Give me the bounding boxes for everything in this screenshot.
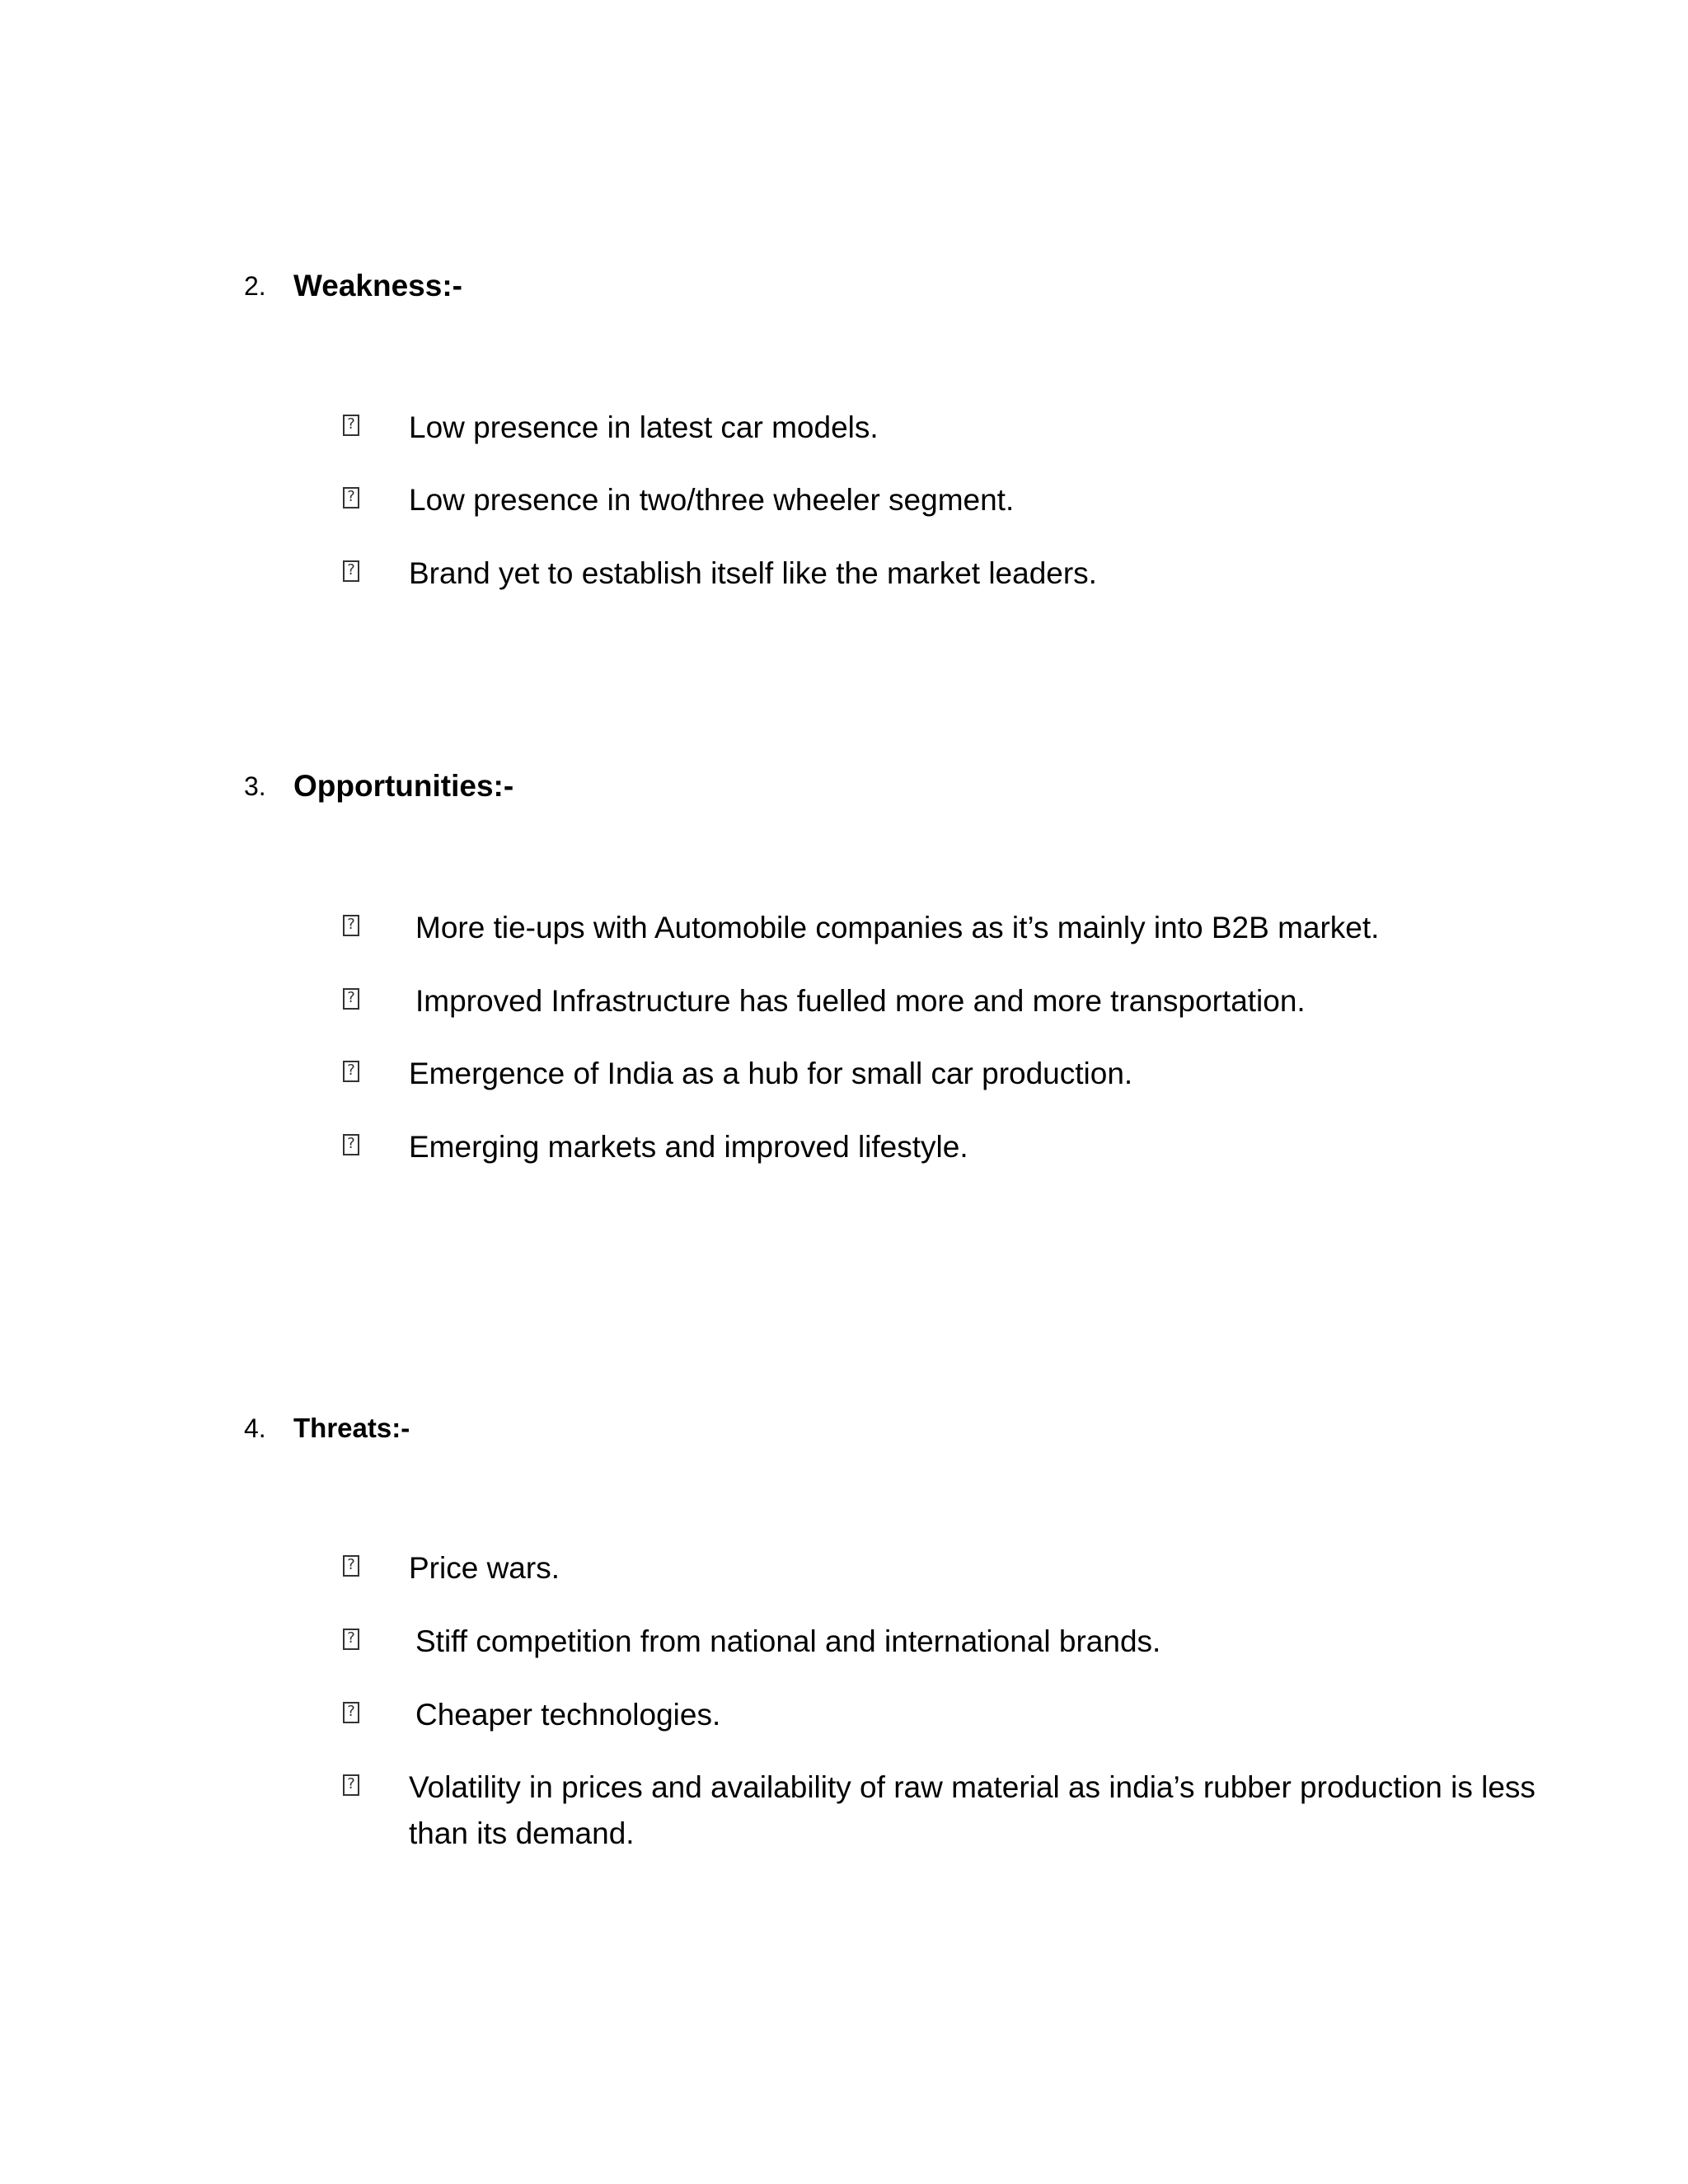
list-item-text: Price wars. bbox=[409, 1551, 560, 1585]
list-item bbox=[343, 477, 1546, 523]
bullet-icon bbox=[343, 1061, 359, 1082]
bullet-icon bbox=[343, 988, 359, 1010]
list-item-text: Emergence of India as a hub for small car production. bbox=[409, 1057, 1133, 1090]
list-item bbox=[343, 905, 1546, 951]
list-item-text: Improved Infrastructure has fuelled more and more transportation. bbox=[415, 984, 1306, 1018]
list-item-text: Low presence in two/three wheeler segment. bbox=[409, 483, 1015, 517]
list-item bbox=[343, 1545, 1546, 1591]
list-item bbox=[343, 1692, 1546, 1738]
section-number: 2. bbox=[244, 270, 266, 301]
list-item-text: Low presence in latest car models. bbox=[409, 410, 879, 444]
bullet-icon bbox=[343, 560, 359, 582]
bullet-icon bbox=[343, 1774, 359, 1796]
bullet-icon bbox=[343, 1629, 359, 1650]
list-item bbox=[343, 1124, 1546, 1170]
bullet-icon bbox=[343, 1134, 359, 1155]
list-item bbox=[343, 978, 1546, 1024]
bullet-icon bbox=[343, 915, 359, 936]
section-number: 4. bbox=[244, 1413, 266, 1443]
bullet-icon bbox=[343, 487, 359, 509]
list-item bbox=[343, 551, 1546, 597]
list-item-text: Emerging markets and improved lifestyle. bbox=[409, 1130, 968, 1164]
list-item bbox=[343, 405, 1546, 451]
section-title: Opportunities:- bbox=[293, 769, 514, 803]
section-heading-opportunities bbox=[244, 766, 513, 807]
section-heading-threats bbox=[244, 1408, 410, 1449]
list-item bbox=[343, 1619, 1546, 1665]
list-item-text: Volatility in prices and availability of raw material as india’s rubber production is less than its demand. bbox=[409, 1770, 1536, 1850]
section-title: Threats:- bbox=[293, 1413, 410, 1443]
list-item-text: Brand yet to establish itself like the market leaders. bbox=[409, 556, 1097, 590]
section-title: Weakness:- bbox=[293, 269, 462, 302]
section-number: 3. bbox=[244, 771, 266, 801]
list-item-text: Cheaper technologies. bbox=[415, 1698, 721, 1732]
list-item-text: More tie-ups with Automobile companies as it’s mainly into B2B market. bbox=[415, 911, 1380, 944]
list-item-text: Stiff competition from national and international brands. bbox=[415, 1624, 1161, 1658]
bullet-icon bbox=[343, 1702, 359, 1723]
bullet-icon bbox=[343, 415, 359, 436]
bullet-icon bbox=[343, 1555, 359, 1577]
list-item bbox=[343, 1765, 1546, 1857]
section-heading-weakness bbox=[244, 265, 462, 307]
list-item bbox=[343, 1051, 1546, 1097]
